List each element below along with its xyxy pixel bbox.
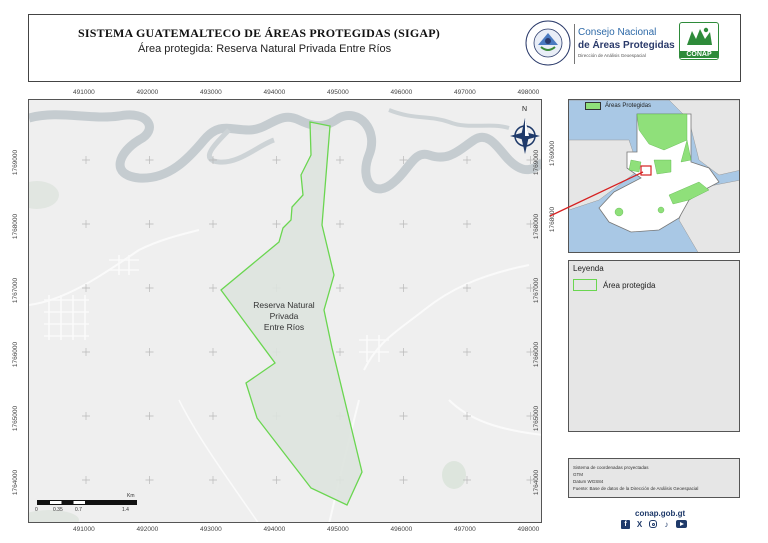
y-tick-right: 1766000 [533, 341, 541, 368]
x-tick-bottom: 494000 [263, 526, 286, 533]
grid-cross [82, 348, 90, 356]
x-tick-bottom: 498000 [517, 526, 540, 533]
x-tick-top: 497000 [454, 89, 476, 96]
grid-cross [463, 156, 471, 164]
inset-legend [585, 102, 651, 110]
grid-cross [400, 412, 408, 420]
inset-legend-label: Áreas Protegidas [605, 103, 652, 109]
area-label-line1: Reserva Natural [253, 300, 315, 310]
river-branch [389, 110, 509, 128]
grid-cross [336, 220, 344, 228]
x-tick-bottom: 495000 [327, 526, 349, 533]
y-tick-left: 1767000 [12, 277, 20, 304]
grid-cross [400, 220, 408, 228]
conap-logo [679, 22, 719, 60]
legend-item [573, 279, 655, 291]
y-tick-left: 1764000 [12, 469, 20, 496]
scale-label-1: 0.35 [53, 507, 63, 513]
scale-label-0: 0 [35, 507, 38, 513]
social-icons [621, 520, 687, 529]
grid-cross [146, 476, 154, 484]
village-grid [44, 255, 389, 362]
map-title: SISTEMA GUATEMALTECO DE ÁREAS PROTEGIDAS (SIGAP) [78, 26, 441, 40]
grid-cross [463, 220, 471, 228]
y-tick-right: 1769000 [533, 149, 541, 176]
scale-label-2: 0.7 [75, 507, 82, 513]
x-tick-bottom: 493000 [200, 526, 222, 533]
y-tick-right: 1764000 [533, 469, 541, 496]
org-name-line3: Dirección de Análisis Geoespacial [578, 53, 646, 58]
info-line4: Fuente: Base de datos de la Dirección de Análisis Geoespacial [573, 486, 699, 491]
grid-cross [82, 476, 90, 484]
grid-cross [273, 476, 281, 484]
grid-cross [209, 284, 217, 292]
road [449, 400, 542, 435]
x-tick-top: 491000 [73, 89, 95, 96]
tiktok-icon[interactable]: ♪ [664, 520, 669, 529]
grid-cross [82, 412, 90, 420]
facebook-icon[interactable]: f [621, 520, 630, 529]
grid-cross [336, 156, 344, 164]
legend-panel [568, 260, 740, 432]
x-tick-top: 492000 [136, 89, 159, 96]
instagram-icon[interactable] [649, 520, 657, 528]
x-tick-bottom: 496000 [390, 526, 413, 533]
y-tick-left: 1766000 [12, 341, 20, 368]
legend-swatch [573, 279, 597, 291]
inset-legend-swatch [585, 102, 601, 110]
grid-cross [82, 156, 90, 164]
footer-url[interactable]: conap.gob.gt [635, 509, 686, 518]
legend-title: Leyenda [573, 264, 604, 273]
x-tick-top: 495000 [327, 89, 349, 96]
grid-cross [463, 348, 471, 356]
inset-y-tick: 1769000 [549, 140, 557, 167]
x-tick-bottom: 497000 [454, 526, 476, 533]
grid-cross [400, 284, 408, 292]
scale-unit: Km [127, 493, 135, 499]
road [364, 265, 529, 370]
area-label [239, 300, 329, 333]
grid-cross [336, 284, 344, 292]
map-subtitle: Área protegida: Reserva Natural Privada Entre Ríos [138, 43, 392, 55]
conap-logo-text: CONAP [680, 51, 718, 58]
road [29, 230, 199, 305]
vegetation-patch [442, 461, 466, 489]
grid-cross [400, 348, 408, 356]
x-tick-top: 496000 [390, 89, 413, 96]
grid-cross [82, 220, 90, 228]
info-panel [568, 458, 740, 498]
vegetation-patch [29, 181, 59, 209]
river-branch [209, 130, 274, 162]
grid-cross [273, 156, 281, 164]
scale-label-3: 1.4 [122, 507, 129, 513]
y-tick-left: 1768000 [12, 213, 20, 240]
legend-item-label: Área protegida [603, 280, 656, 290]
grid-cross [209, 476, 217, 484]
location-connector [548, 170, 648, 220]
y-tick-right: 1768000 [533, 213, 541, 240]
y-tick-right: 1767000 [533, 277, 541, 304]
y-tick-right: 1765000 [533, 405, 541, 432]
main-map[interactable] [28, 99, 542, 523]
road [179, 400, 259, 523]
grid-cross [209, 220, 217, 228]
x-tick-bottom: 492000 [136, 526, 159, 533]
area-label-line2: Privada [269, 311, 299, 321]
x-tick-top: 498000 [517, 89, 540, 96]
grid-cross [146, 220, 154, 228]
grid-cross [146, 412, 154, 420]
info-line3: Datum WGS84 [573, 479, 604, 484]
grid-cross [209, 412, 217, 420]
x-tick-top: 494000 [263, 89, 286, 96]
north-arrow-icon [510, 106, 542, 154]
grid-cross [146, 284, 154, 292]
org-name-line1: Consejo Nacional [578, 27, 657, 38]
grid-cross [146, 156, 154, 164]
y-tick-left: 1769000 [12, 149, 20, 176]
info-line2: GTM [573, 472, 583, 477]
grid-cross [336, 348, 344, 356]
grid-cross [273, 220, 281, 228]
x-tick-bottom: 491000 [73, 526, 95, 533]
org-name-line2: de Áreas Protegidas [578, 40, 675, 51]
info-line1: Sistema de coordenadas proyectadas [573, 465, 649, 470]
youtube-icon[interactable] [676, 520, 687, 528]
grid-cross [400, 476, 408, 484]
grid-cross [209, 348, 217, 356]
area-label-line3: Entre Ríos [263, 322, 305, 332]
inset-y-tick: 1768000 [549, 206, 557, 233]
scale-bar [37, 500, 137, 505]
x-tick-top: 493000 [200, 89, 222, 96]
north-label: N [522, 106, 528, 113]
x-icon[interactable]: X [636, 520, 643, 529]
grid-cross [146, 348, 154, 356]
logo-divider [574, 24, 575, 64]
guatemala-seal-icon [524, 19, 572, 67]
y-tick-left: 1765000 [12, 405, 20, 432]
